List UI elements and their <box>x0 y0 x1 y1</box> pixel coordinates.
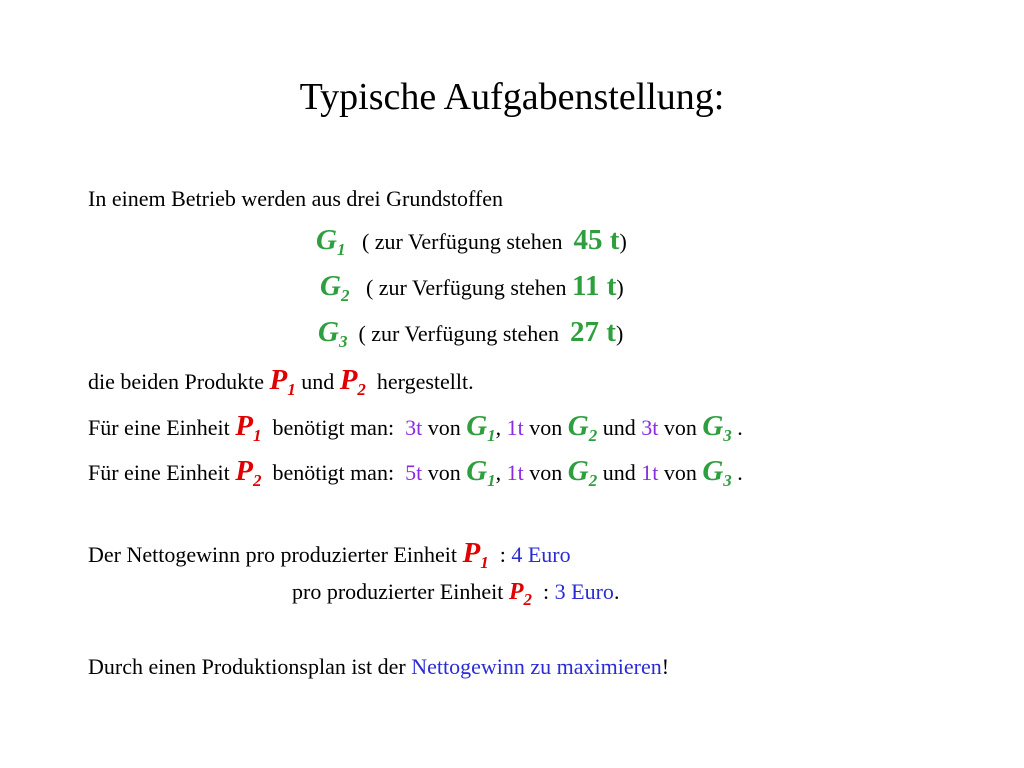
gewinn2-value: 3 Euro <box>554 579 614 604</box>
bedarf1-amount-1: 3t <box>405 415 423 440</box>
bedarf1-amount-2: 1t <box>506 415 524 440</box>
bedarf1-g3-symbol: $G_3$ <box>702 410 732 445</box>
schluss-suffix: ! <box>661 654 670 679</box>
bedarf2-p-symbol: $P_2$ <box>235 455 262 490</box>
bedarf1-g2-symbol: $G_2$ <box>567 410 598 445</box>
g3-text: ( zur Verfügung stehen <box>358 321 560 346</box>
bedarf2-von-3: von <box>663 460 697 485</box>
bedarf-line-1 <box>88 410 743 445</box>
gewinn1-colon: : <box>499 542 506 567</box>
bedarf2-von-2: von <box>529 460 563 485</box>
g1-amount: 45 t <box>573 224 620 256</box>
produkte-prefix: die beiden Produkte <box>88 369 264 394</box>
bedarf-line-2 <box>88 455 743 490</box>
bedarf2-prefix: Für eine Einheit <box>88 460 230 485</box>
produkte-suffix: hergestellt. <box>376 369 474 394</box>
g1-close: ) <box>619 229 627 254</box>
bedarf1-p-symbol: $P_1$ <box>235 410 262 445</box>
p1-symbol: $P_1$ <box>269 364 296 399</box>
p2-symbol: $P_2$ <box>339 364 366 399</box>
page-title: Typische Aufgabenstellung: <box>299 76 725 118</box>
gewinn1-prefix: Der Nettogewinn pro produzierter Einheit <box>88 542 457 567</box>
g2-symbol: $G_2$ <box>320 270 350 305</box>
g2-amount: 11 t <box>572 270 617 302</box>
bedarf1-von-3: von <box>663 415 697 440</box>
bedarf1-von-2: von <box>529 415 563 440</box>
g3-symbol: $G_3$ <box>318 316 348 351</box>
bedarf2-period: . <box>737 460 743 485</box>
schluss-prefix: Durch einen Produktionsplan ist der <box>88 654 406 679</box>
bedarf2-amount-2: 1t <box>506 460 524 485</box>
gewinn2-prefix: pro produzierter Einheit <box>292 579 504 604</box>
bedarf2-amount-3: 1t <box>641 460 659 485</box>
gewinn2-colon: : <box>543 579 550 604</box>
gewinn1-p-symbol: $P_1$ <box>462 537 489 572</box>
grundstoff-line-2 <box>320 270 624 305</box>
gewinn-line-1 <box>88 537 571 572</box>
bedarf2-g2-symbol: $G_2$ <box>567 455 598 490</box>
g3-close: ) <box>615 321 624 346</box>
bedarf2-mid: benötigt man: <box>272 460 395 485</box>
g2-text: ( zur Verfügung stehen <box>365 275 567 300</box>
bedarf1-von-1: von <box>427 415 461 440</box>
bedarf1-comma: , <box>495 415 502 440</box>
intro-text: In einem Betrieb werden aus drei Grundstoffen <box>88 186 504 211</box>
intro-line <box>88 188 503 210</box>
bedarf1-mid: benötigt man: <box>272 415 395 440</box>
bedarf1-und: und <box>602 415 636 440</box>
bedarf2-amount-1: 5t <box>405 460 423 485</box>
g1-symbol: $G_1$ <box>316 224 346 259</box>
gewinn2-period: . <box>613 579 620 604</box>
grundstoff-line-1 <box>316 224 627 259</box>
bedarf1-g1-symbol: $G_1$ <box>466 410 496 445</box>
bedarf2-g3-symbol: $G_3$ <box>702 455 732 490</box>
bedarf2-und: und <box>602 460 636 485</box>
produkte-line <box>88 364 474 399</box>
produkte-und: und <box>301 369 335 394</box>
gewinn2-p-symbol: $P_2$ <box>508 579 533 609</box>
g1-text: ( zur Verfügung stehen <box>361 229 563 254</box>
bedarf2-g1-symbol: $G_1$ <box>466 455 496 490</box>
g2-close: ) <box>616 275 624 300</box>
schluss-line <box>88 656 669 678</box>
grundstoff-line-3 <box>318 316 624 351</box>
gewinn-line-2 <box>292 579 620 609</box>
bedarf1-period: . <box>737 415 743 440</box>
g3-amount: 27 t <box>570 316 616 348</box>
bedarf2-von-1: von <box>427 460 461 485</box>
bedarf1-amount-3: 3t <box>641 415 659 440</box>
schluss-highlight: Nettogewinn zu maximieren <box>411 654 662 679</box>
gewinn1-value: 4 Euro <box>511 542 571 567</box>
bedarf2-comma: , <box>495 460 502 485</box>
bedarf1-prefix: Für eine Einheit <box>88 415 230 440</box>
